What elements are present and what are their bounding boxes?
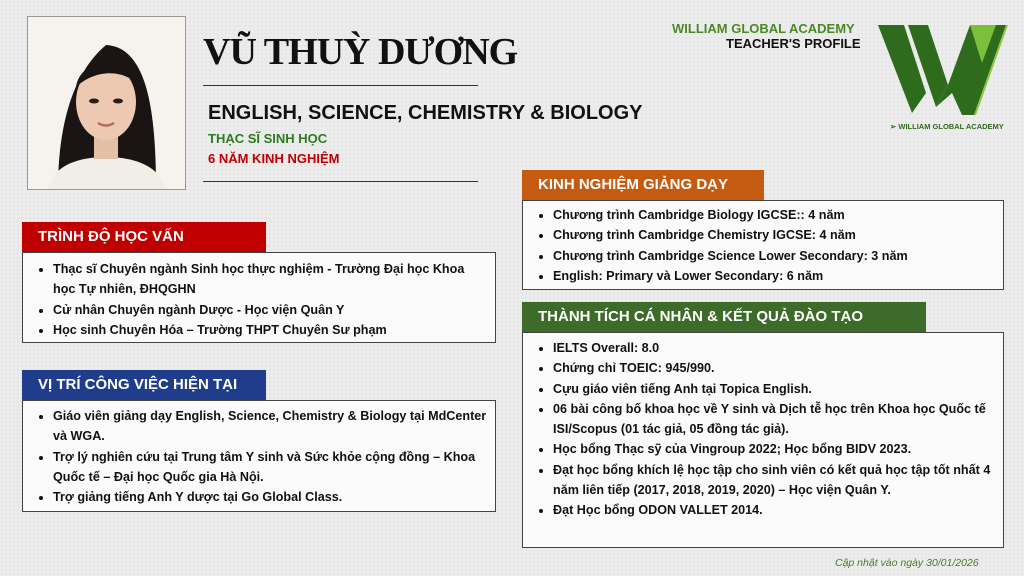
- list-item: • Chương trình Cambridge Science Lower Secondary: 3 năm: [553, 246, 995, 266]
- list-item: • English: Primary và Lower Secondary: 6 năm: [553, 266, 995, 286]
- arrow-icon: ➢: [890, 122, 899, 131]
- list-item: • Giáo viên giảng dạy English, Science, Chemistry & Biology tại MdCenter và WGA.: [53, 406, 487, 447]
- list-item: • Học sinh Chuyên Hóa – Trường THPT Chuyên Sư phạm: [53, 320, 487, 340]
- degree-label: THẠC SĨ SINH HỌC: [208, 131, 328, 146]
- profile-label: TEACHER'S PROFILE: [726, 36, 861, 51]
- list-item: • Đạt học bổng khích lệ học tập cho sinh viên có kết quả học tập tốt nhất 4 năm liên tiếp (2017, 2018, 2019, 2020) – Học viện Quân Y.: [553, 460, 995, 501]
- list-item: • Cử nhân Chuyên ngành Dược - Học viện Quân Y: [53, 300, 487, 320]
- experience-label: 6 NĂM KINH NGHIỆM: [208, 151, 340, 166]
- teaching-list: [523, 205, 1003, 286]
- position-box: [22, 400, 496, 512]
- achievements-header: THÀNH TÍCH CÁ NHÂN & KẾT QUẢ ĐÀO TẠO: [522, 302, 926, 332]
- list-item: • Trợ lý nghiên cứu tại Trung tâm Y sinh và Sức khỏe cộng đồng – Khoa Quốc tế – Đại học Quốc gia Hà Nội.: [53, 447, 487, 488]
- list-item: • Thạc sĩ Chuyên ngành Sinh học thực nghiệm - Trường Đại học Khoa học Tự nhiên, ĐHQGHN: [53, 259, 487, 300]
- w-logo-icon: [878, 23, 1008, 118]
- teacher-photo: [27, 16, 186, 190]
- teaching-header: KINH NGHIỆM GIẢNG DẠY: [522, 170, 764, 200]
- achievements-box: [522, 332, 1004, 548]
- list-item: • Chương trình Cambridge Chemistry IGCSE: 4 năm: [553, 225, 995, 245]
- position-list: [23, 406, 495, 507]
- subjects-heading: ENGLISH, SCIENCE, CHEMISTRY & BIOLOGY: [208, 102, 643, 124]
- list-item: • Trợ giảng tiếng Anh Y dược tại Go Global Class.: [53, 487, 487, 507]
- position-header: VỊ TRÍ CÔNG VIỆC HIỆN TẠI: [22, 370, 266, 400]
- update-date: Cập nhật vào ngày 30/01/2026: [835, 557, 979, 569]
- education-box: [22, 252, 496, 343]
- education-header: TRÌNH ĐỘ HỌC VẤN: [22, 222, 266, 252]
- list-item: • Học bổng Thạc sỹ của Vingroup 2022; Học bổng BIDV 2023.: [553, 439, 995, 459]
- list-item: • Chương trình Cambridge Biology IGCSE:: 4 năm: [553, 205, 995, 225]
- achievements-list: [523, 338, 1003, 521]
- academy-logo: [878, 23, 1008, 118]
- list-item: • Đạt Học bổng ODON VALLET 2014.: [553, 500, 995, 520]
- divider: [203, 181, 478, 182]
- teaching-box: [522, 200, 1004, 290]
- list-item: • Cựu giáo viên tiếng Anh tại Topica English.: [553, 379, 995, 399]
- academy-name: WILLIAM GLOBAL ACADEMY: [672, 21, 855, 36]
- teacher-name: VŨ THUỲ DƯƠNG: [203, 31, 518, 73]
- list-item: • IELTS Overall: 8.0: [553, 338, 995, 358]
- education-list: [23, 259, 495, 340]
- divider: [203, 85, 478, 86]
- logo-caption: ➢ WILLIAM GLOBAL ACADEMY: [890, 122, 1004, 131]
- list-item: • 06 bài công bố khoa học về Y sinh và Dịch tễ học trên Khoa học Quốc tế ISI/Scopus (01 tác giả, 05 đồng tác giả).: [553, 399, 995, 440]
- portrait-illustration: [28, 17, 185, 189]
- list-item: • Chứng chỉ TOEIC: 945/990.: [553, 358, 995, 378]
